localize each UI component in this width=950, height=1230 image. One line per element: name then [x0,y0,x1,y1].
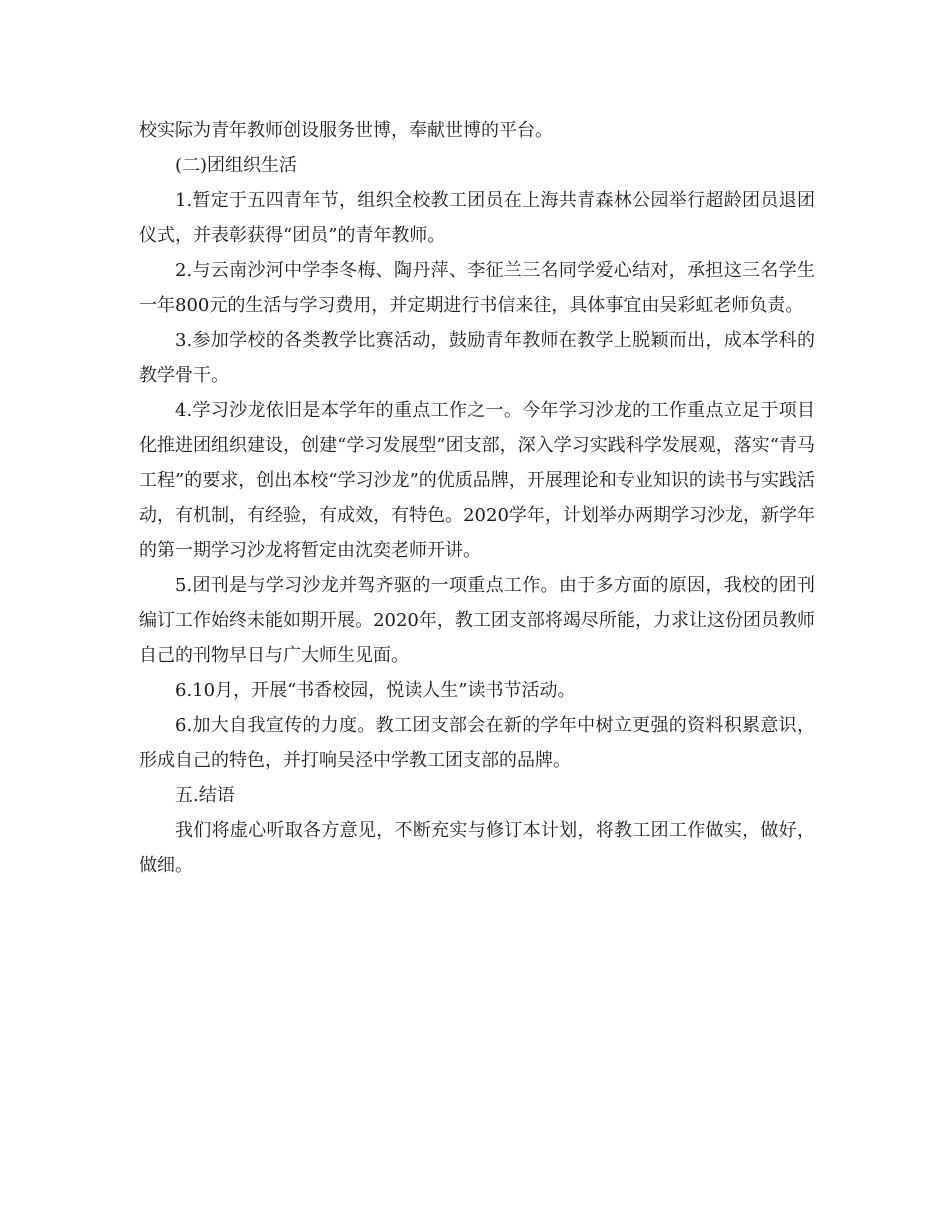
list-item-1: 1.暂定于五四青年节，组织全校教工团员在上海共青森林公园举行超龄团员退团仪式，并表彰获得“团员”的青年教师。 [139,190,815,246]
paragraph-continuation: 校实际为青年教师创设服务世博，奉献世博的平台。 [139,120,553,141]
list-item-5: 5.团刊是与学习沙龙并驾齐驱的一项重点工作。由于多方面的原因，我校的团刊编订工作始终未能如期开展。2020年，教工团支部将竭尽所能，力求让这份团员教师自己的刊物早日与广大师生见面。 [139,575,815,666]
list-item-4: 4.学习沙龙依旧是本学年的重点工作之一。今年学习沙龙的工作重点立足于项目化推进团组织建设，创建“学习发展型”团支部，深入学习实践科学发展观，落实“青马工程”的要求，创出本校“学习沙龙”的优质品牌，开展理论和专业知识的读书与实践活动，有机制，有经验，有成效，有特色。2020学年，计划举办两期学习沙龙，新学年的第一期学习沙龙将暂定由沈奕老师开讲。 [139,400,815,561]
document-body [139,113,815,883]
list-item-6a: 6.10月，开展“书香校园，悦读人生”读书节活动。 [175,680,576,701]
conclusion-paragraph: 我们将虚心听取各方意见，不断充实与修订本计划，将教工团工作做实，做好，做细。 [139,820,815,876]
section-heading-group-life: (二)团组织生活 [175,155,298,176]
list-item-2: 2.与云南沙河中学李冬梅、陶丹萍、李征兰三名同学爱心结对，承担这三名学生一年800元的生活与学习费用，并定期进行书信来往，具体事宜由吴彩虹老师负责。 [139,260,815,316]
section-heading-conclusion: 五.结语 [175,785,235,806]
list-item-6b: 6.加大自我宣传的力度。教工团支部会在新的学年中树立更强的资料积累意识，形成自己的特色，并打响吴泾中学教工团支部的品牌。 [139,715,815,771]
list-item-3: 3.参加学校的各类教学比赛活动，鼓励青年教师在教学上脱颖而出，成本学科的教学骨干。 [139,330,815,386]
